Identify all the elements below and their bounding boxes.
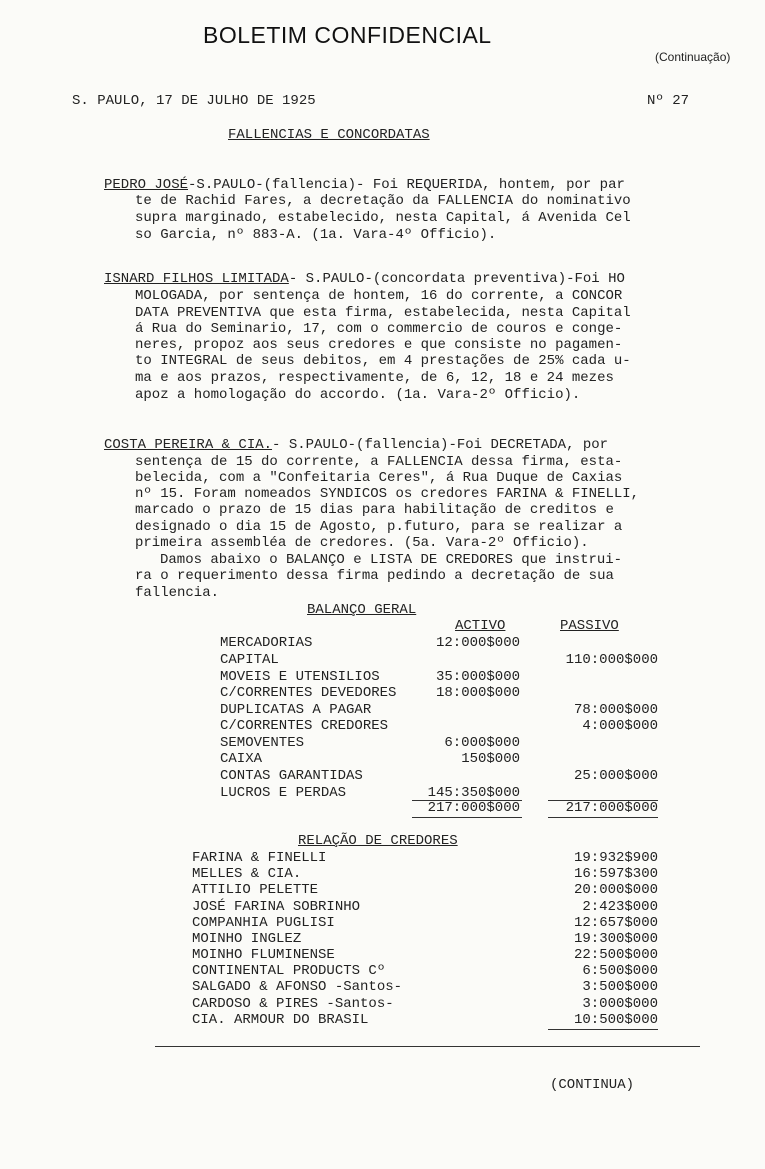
balance-row-active: 35:000$000 (435, 669, 520, 685)
balance-row-label: C/CORRENTES CREDORES (220, 718, 389, 734)
balance-row-label: SEMOVENTES (220, 735, 305, 751)
creditor-name: CARDOSO & PIRES -Santos- (192, 996, 394, 1012)
entry-3-line-6: primeira assembléa de credores. (5a. Vara-2º Officio). (135, 535, 589, 551)
entry-3-line-0: - S.PAULO-(fallencia)-Foi DECRETADA, por (272, 437, 609, 453)
balance-total-passive: 217:000$000 (565, 800, 658, 816)
balance-row-active: 6:000$000 (444, 735, 520, 751)
balance-row-label: DUPLICATAS A PAGAR (220, 702, 372, 718)
entry-2-first-line (104, 272, 625, 287)
entry-3-first-line (104, 438, 608, 453)
creditor-name: MOINHO INGLEZ (192, 931, 302, 947)
balance-row-label: LUCROS E PERDAS (220, 785, 347, 801)
creditor-value: 16:597$300 (573, 866, 658, 882)
creditor-value: 3:500$000 (582, 979, 658, 995)
creditor-value: 20:000$000 (573, 882, 658, 898)
creditors-title: RELAÇÃO DE CREDORES (298, 833, 458, 849)
creditor-name: COMPANHIA PUGLISI (192, 915, 335, 931)
balance-row-passive: 110:000$000 (565, 652, 658, 668)
entry-2-line-7: apoz a homologação do accordo. (1a. Vara-2º Officio). (135, 387, 581, 403)
intro-line-0: Damos abaixo o BALANÇO e LISTA DE CREDORES que instrui- (160, 552, 623, 568)
passive-total-rule (548, 817, 658, 818)
creditor-name: CONTINENTAL PRODUCTS Cº (192, 963, 386, 979)
creditors-total-rule (548, 1029, 658, 1030)
active-total-rule (412, 817, 522, 818)
creditor-value: 19:300$000 (573, 931, 658, 947)
entry-1-line-0: -S.PAULO-(fallencia)- Foi REQUERIDA, hontem, por par (188, 177, 625, 193)
balance-row-active: 150$000 (461, 751, 520, 767)
creditor-value: 10:500$000 (573, 1012, 658, 1028)
balance-row-label: C/CORRENTES DEVEDORES (220, 685, 397, 701)
balance-row-active: 12:000$000 (435, 635, 520, 651)
entry-2-line-0: - S.PAULO-(concordata preventiva)-Foi HO (288, 271, 625, 287)
page-bottom-rule (155, 1046, 700, 1047)
creditor-value: 2:423$000 (582, 899, 658, 915)
entry-3-line-2: belecida, com a "Confeitaria Ceres", á Rua Duque de Caxias (135, 470, 623, 486)
creditor-name: MELLES & CIA. (192, 866, 302, 882)
creditor-name: MOINHO FLUMINENSE (192, 947, 335, 963)
creditor-name: JOSÉ FARINA SOBRINHO (192, 899, 361, 915)
entry-2-name: ISNARD FILHOS LIMITADA (104, 271, 289, 287)
balance-title: BALANÇO GERAL (307, 602, 417, 618)
balance-row-passive: 78:000$000 (573, 702, 658, 718)
creditor-name: FARINA & FINELLI (192, 850, 327, 866)
entry-1-name: PEDRO JOSÉ (104, 177, 189, 193)
balance-row-active: 145:350$000 (427, 785, 520, 801)
balance-row-label: MERCADORIAS (220, 635, 313, 651)
continued-note: (CONTINUA) (550, 1077, 635, 1093)
balance-row-passive: 4:000$000 (582, 718, 658, 734)
entry-3-line-4: marcado o prazo de 15 dias para habilitação de creditos e (135, 502, 614, 518)
entry-1-first-line (104, 178, 625, 193)
creditor-value: 22:500$000 (573, 947, 658, 963)
creditor-value: 6:500$000 (582, 963, 658, 979)
intro-line-1: ra o requerimento dessa firma pedindo a decretação de sua (135, 568, 614, 584)
entry-2-line-1: MOLOGADA, por sentença de hontem, 16 do corrente, a CONCOR (135, 288, 623, 304)
balance-row-label: MOVEIS E UTENSILIOS (220, 669, 380, 685)
section-title: FALLENCIAS E CONCORDATAS (228, 127, 430, 143)
balance-row-passive: 25:000$000 (573, 768, 658, 784)
balance-col-active: ACTIVO (455, 618, 506, 634)
entry-2-line-3: á Rua do Seminario, 17, com o commercio de couros e conge- (135, 321, 623, 337)
bulletin-number: Nº 27 (647, 93, 690, 109)
entry-1-line-1: te de Rachid Fares, a decretação da FALLENCIA do nominativo (135, 193, 631, 209)
entry-2-line-4: neres, propoz aos seus credores e que consiste no pagamen- (135, 337, 623, 353)
balance-row-label: CAPITAL (220, 652, 279, 668)
balance-row-active: 18:000$000 (435, 685, 520, 701)
intro-line-2: fallencia. (135, 585, 220, 601)
entry-3-line-5: designado o dia 15 de Agosto, p.futuro, para se realizar a (135, 519, 623, 535)
entry-2-line-2: DATA PREVENTIVA que esta firma, estabelecida, nesta Capital (135, 305, 631, 321)
entry-1-line-2: supra marginado, estabelecido, nesta Capital, á Avenida Cel (135, 210, 631, 226)
creditor-name: SALGADO & AFONSO -Santos- (192, 979, 403, 995)
entry-3-line-3: nº 15. Foram nomeados SYNDICOS os credores FARINA & FINELLI, (135, 486, 640, 502)
creditor-value: 19:932$900 (573, 850, 658, 866)
creditor-name: CIA. ARMOUR DO BRASIL (192, 1012, 369, 1028)
entry-3-line-1: sentença de 15 do corrente, a FALLENCIA dessa firma, esta- (135, 454, 623, 470)
balance-total-active: 217:000$000 (427, 800, 520, 816)
bulletin-title: BOLETIM CONFIDENCIAL (203, 22, 492, 48)
creditor-value: 12:657$000 (573, 915, 658, 931)
creditor-value: 3:000$000 (582, 996, 658, 1012)
balance-row-label: CAIXA (220, 751, 263, 767)
entry-3-name: COSTA PEREIRA & CIA. (104, 437, 273, 453)
balance-col-passive: PASSIVO (560, 618, 619, 634)
entry-2-line-5: to INTEGRAL de seus debitos, em 4 prestações de 25% cada u- (135, 353, 631, 369)
balance-row-label: CONTAS GARANTIDAS (220, 768, 363, 784)
creditor-name: ATTILIO PELETTE (192, 882, 319, 898)
entry-1-line-3: so Garcia, nº 883-A. (1a. Vara-4º Officio). (135, 227, 497, 243)
dateline: S. PAULO, 17 DE JULHO DE 1925 (72, 93, 316, 109)
entry-2-line-6: ma e aos prazos, respectivamente, de 6, 12, 18 e 24 mezes (135, 370, 614, 386)
continuation-label: (Continuação) (655, 50, 731, 64)
